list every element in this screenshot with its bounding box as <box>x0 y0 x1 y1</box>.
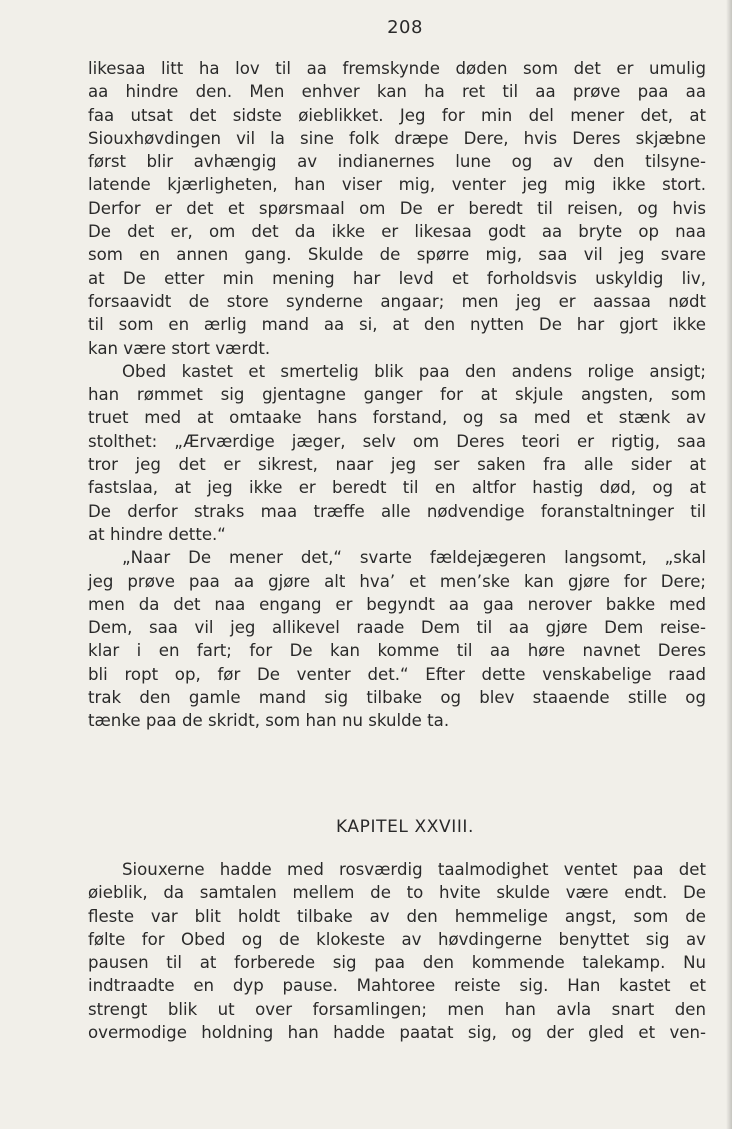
text-line: Siouxerne hadde med rosværdig taalmodighet ventet paa det <box>122 860 706 879</box>
text-line: følte for Obed og de klokeste av høvdingerne benyttet sig av <box>88 929 706 949</box>
paragraph-4 <box>88 858 706 1044</box>
text-block-top <box>88 57 706 733</box>
text-line: stolthet: „Ærværdige jæger, selv om Deres teori er rigtig, saa <box>88 431 706 451</box>
text-line: De det er, om det da ikke er likesaa godt aa bryte op naa <box>88 222 706 242</box>
text-line: kan være stort værdt. <box>88 338 271 358</box>
text-line: som en annen gang. Skulde de spørre mig, saa vil jeg svare <box>88 245 706 265</box>
chapter-title: KAPITEL XXVIII. <box>335 817 475 837</box>
text-block-bottom <box>88 858 706 1044</box>
text-line: „Naar De mener det,“ svarte fældejægeren langsomt, „skal <box>122 548 706 568</box>
text-line: Obed kastet et smertelig blik paa den andens rolige ansigt; <box>122 361 706 381</box>
paragraph-3 <box>88 546 706 732</box>
text-line: likesaa litt ha lov til aa fremskynde døden som det er umulig <box>88 59 706 78</box>
text-line: overmodige holdning han hadde paatat sig, og der gled et ven- <box>88 1023 706 1043</box>
text-line: truet med at omtaake hans forstand, og sa med et stænk av <box>88 408 706 428</box>
text-line: klar i en fart; for De kan komme til aa høre navnet Deres <box>88 641 706 661</box>
text-line: faa utsat det sidste øieblikket. Jeg for min del mener det, at <box>88 105 706 125</box>
text-line: Siouxhøvdingen vil la sine folk dræpe Dere, hvis Deres skjæbne <box>88 128 706 148</box>
text-line: jeg prøve paa aa gjøre alt hva’ et men’ske kan gjøre for Dere; <box>88 571 706 591</box>
text-line: fleste var blit holdt tilbake av den hemmelige angst, som de <box>88 906 706 926</box>
text-line: latende kjærligheten, han viser mig, venter jeg mig ikke stort. <box>88 175 706 195</box>
text-line: strengt blik ut over forsamlingen; men han avla snart den <box>88 999 706 1019</box>
text-line: forsaavidt de store synderne angaar; men jeg er aassaa nødt <box>88 291 706 311</box>
text-line: pausen til at forberede sig paa den kommende talekamp. Nu <box>88 953 706 973</box>
text-line: Dem, saa vil jeg allikevel raade Dem til aa gjøre Dem reise- <box>88 618 706 638</box>
text-line: bli ropt op, før De venter det.“ Efter dette venskabelige raad <box>88 664 706 684</box>
text-line: tror jeg det er sikrest, naar jeg ser saken fra alle sider at <box>88 455 706 475</box>
text-line: øieblik, da samtalen mellem de to hvite skulde være endt. De <box>88 883 706 903</box>
text-line: fastslaa, at jeg ikke er beredt til en altfor hastig død, og at <box>88 478 706 498</box>
page-number: 208 <box>387 17 423 38</box>
text-line: først blir avhængig av indianernes lune og av den tilsyne- <box>88 152 706 172</box>
text-line: trak den gamle mand sig tilbake og blev staaende stille og <box>88 688 706 708</box>
text-line: indtraadte en dyp pause. Mahtoree reiste sig. Han kastet et <box>88 976 706 996</box>
text-line: at De etter min mening har levd et forholdsvis uskyldig liv, <box>88 268 706 288</box>
paragraph-1 <box>88 57 706 360</box>
text-line: De derfor straks maa træffe alle nødvendige foranstaltninger til <box>88 501 706 521</box>
text-line: han rømmet sig gjentagne ganger for at skjule angsten, som <box>88 385 706 405</box>
paragraph-2 <box>88 360 706 546</box>
page-edge-shadow <box>726 0 732 1129</box>
text-line: aa hindre den. Men enhver kan ha ret til aa prøve paa aa <box>88 82 706 102</box>
text-line: tænke paa de skridt, som han nu skulde ta. <box>88 711 450 731</box>
text-line: men da det naa engang er begyndt aa gaa nerover bakke med <box>88 594 706 614</box>
text-line: at hindre dette.“ <box>88 524 226 544</box>
text-line: Derfor er det et spørsmaal om De er beredt til reisen, og hvis <box>88 198 706 218</box>
text-line: til som en ærlig mand aa si, at den nytten De har gjort ikke <box>88 315 706 335</box>
